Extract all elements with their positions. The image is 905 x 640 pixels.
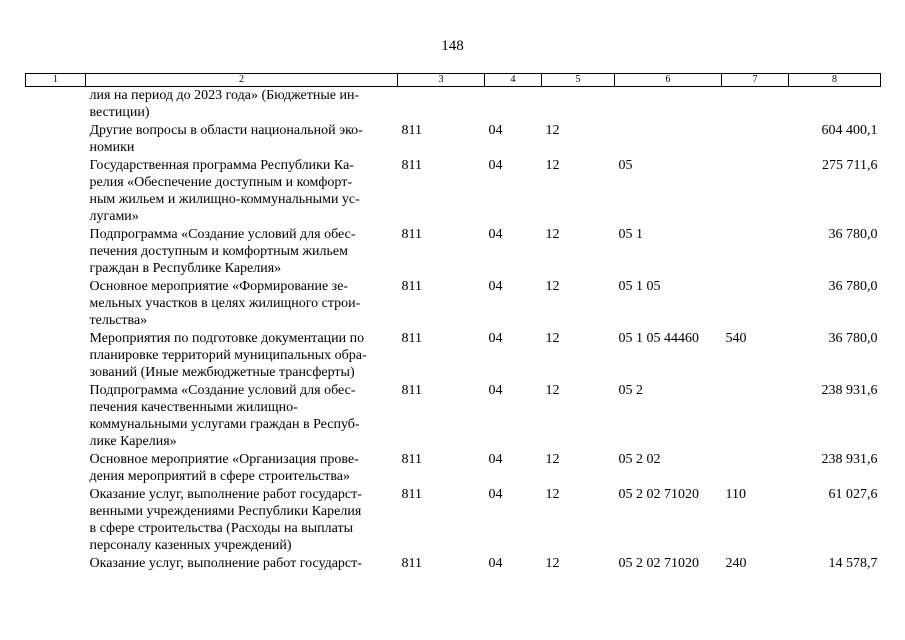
- subsection-code: 12: [545, 123, 560, 138]
- table-row: [26, 157, 881, 226]
- col-1-cell: [26, 451, 86, 486]
- subsection-code: 12: [545, 158, 560, 173]
- row-description: Подпрограмма «Создание условий для обес- печения доступным и комфортным жильем граждан в Республике Карелия»: [89, 227, 356, 276]
- col-1-cell: [26, 157, 86, 226]
- target-article-code: 05 1: [618, 227, 643, 242]
- amount-value: [789, 87, 881, 123]
- ministry-code: 811: [401, 227, 422, 242]
- expense-type-code: 240: [725, 556, 747, 571]
- column-header-1: 1: [26, 74, 86, 87]
- subsection-code: 12: [545, 331, 560, 346]
- expense-type-code: [722, 278, 789, 330]
- col-1-cell: [26, 330, 86, 382]
- expense-type-code: [722, 226, 789, 278]
- row-description: Оказание услуг, выполнение работ государст-: [89, 556, 362, 571]
- amount-value: 36 780,0: [828, 331, 878, 346]
- target-article-code: 05 1 05 44460: [618, 331, 699, 346]
- col-1-cell: [26, 555, 86, 573]
- budget-table: [25, 73, 881, 573]
- row-description: Другие вопросы в области национальной эко- номики: [89, 123, 363, 155]
- amount-value: 238 931,6: [821, 452, 878, 467]
- ministry-code: 811: [401, 383, 422, 398]
- expense-type-code: 540: [725, 331, 747, 346]
- col-1-cell: [26, 486, 86, 555]
- table-row: [26, 555, 881, 573]
- table-row: [26, 330, 881, 382]
- ministry-code: 811: [401, 487, 422, 502]
- ministry-code: 811: [401, 452, 422, 467]
- expense-type-code: [722, 157, 789, 226]
- ministry-code: 811: [401, 331, 422, 346]
- section-code: 04: [488, 279, 503, 294]
- target-article-code: 05: [618, 158, 633, 173]
- section-code: 04: [488, 158, 503, 173]
- section-code: 04: [488, 556, 503, 571]
- column-header-7: 7: [722, 74, 789, 87]
- ministry-code: 811: [401, 279, 422, 294]
- subsection-code: 12: [545, 279, 560, 294]
- amount-value: 36 780,0: [828, 227, 878, 242]
- row-description: Мероприятия по подготовке документации по планировке территорий муниципальных обра- зований (Иные межбюджетные трансферты): [89, 331, 367, 380]
- table-row: [26, 382, 881, 451]
- target-article-code: 05 2 02 71020: [618, 487, 699, 502]
- column-header-6: 6: [615, 74, 722, 87]
- table-row: [26, 486, 881, 555]
- expense-type-code: [722, 122, 789, 157]
- amount-value: 604 400,1: [821, 123, 878, 138]
- subsection-code: 12: [545, 452, 560, 467]
- amount-value: 61 027,6: [828, 487, 878, 502]
- subsection-code: 12: [545, 227, 560, 242]
- table-row: [26, 278, 881, 330]
- table-row: [26, 122, 881, 157]
- table-row: [26, 451, 881, 486]
- section-code: 04: [488, 331, 503, 346]
- section-code: 04: [488, 383, 503, 398]
- ministry-code: 811: [401, 158, 422, 173]
- table-row: [26, 226, 881, 278]
- ministry-code: [398, 87, 485, 123]
- column-header-5: 5: [542, 74, 615, 87]
- target-article-code: [615, 122, 722, 157]
- target-article-code: 05 2 02: [618, 452, 661, 467]
- amount-value: 275 711,6: [822, 158, 878, 173]
- row-description: Государственная программа Республики Ка- релия «Обеспечение доступным и комфорт- ным жильем и жилищно-коммунальными ус- лугами»: [89, 158, 360, 224]
- table-row: [26, 87, 881, 123]
- subsection-code: [542, 87, 615, 123]
- expense-type-code: 110: [725, 487, 746, 502]
- ministry-code: 811: [401, 556, 422, 571]
- amount-value: 36 780,0: [828, 279, 878, 294]
- col-1-cell: [26, 87, 86, 123]
- target-article-code: 05 2 02 71020: [618, 556, 699, 571]
- amount-value: 14 578,7: [828, 556, 878, 571]
- row-description: лия на период до 2023 года» (Бюджетные ин- вестиции): [89, 88, 360, 120]
- section-code: 04: [488, 487, 503, 502]
- column-header-8: 8: [789, 74, 881, 87]
- subsection-code: 12: [545, 556, 560, 571]
- expense-type-code: [722, 87, 789, 123]
- subsection-code: 12: [545, 383, 560, 398]
- col-1-cell: [26, 382, 86, 451]
- target-article-code: 05 1 05: [618, 279, 661, 294]
- target-article-code: [615, 87, 722, 123]
- column-header-4: 4: [485, 74, 542, 87]
- expense-type-code: [722, 451, 789, 486]
- target-article-code: 05 2: [618, 383, 643, 398]
- table-body: [26, 87, 881, 574]
- col-1-cell: [26, 226, 86, 278]
- section-code: [485, 87, 542, 123]
- column-header-3: 3: [398, 74, 485, 87]
- header-row: [26, 74, 881, 87]
- page-number: 148: [441, 38, 464, 54]
- section-code: 04: [488, 452, 503, 467]
- amount-value: 238 931,6: [821, 383, 878, 398]
- column-header-2: 2: [86, 74, 398, 87]
- row-description: Основное мероприятие «Формирование зе- мельных участков в целях жилищного строи- тельства»: [89, 279, 361, 328]
- row-description: Оказание услуг, выполнение работ государст- венными учреждениями Республики Карелия в сфере строительства (Расходы на выплаты персоналу казенных учреждений): [89, 487, 362, 553]
- expense-type-code: [722, 382, 789, 451]
- row-description: Подпрограмма «Создание условий для обес- печения качественными жилищно- коммунальными услугами граждан в Респуб- лике Карелия»: [89, 383, 360, 449]
- row-description: Основное мероприятие «Организация прове- дения мероприятий в сфере строительства»: [89, 452, 359, 484]
- section-code: 04: [488, 123, 503, 138]
- subsection-code: 12: [545, 487, 560, 502]
- section-code: 04: [488, 227, 503, 242]
- ministry-code: 811: [401, 123, 422, 138]
- col-1-cell: [26, 122, 86, 157]
- col-1-cell: [26, 278, 86, 330]
